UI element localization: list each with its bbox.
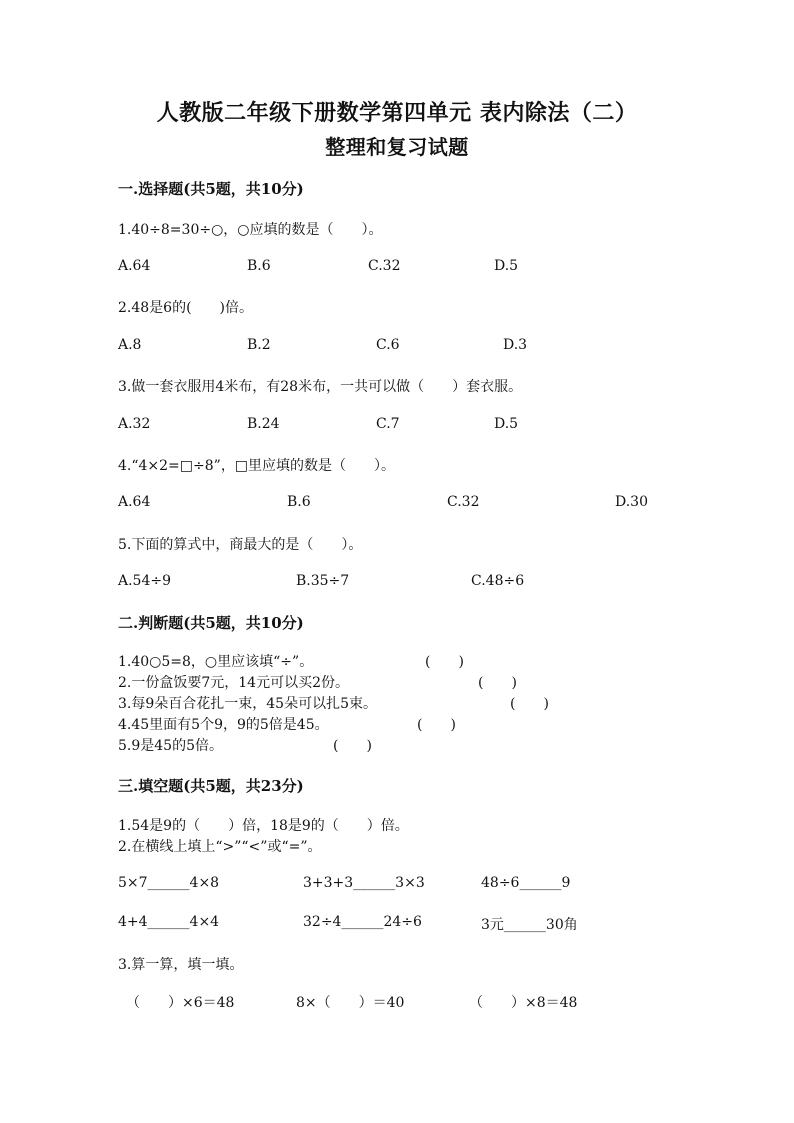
tf-answer-blank: ( )	[417, 717, 456, 733]
tf-item-3: 3.每9朵百合花扎一束，45朵可以扎5束。	[118, 696, 377, 712]
mc-question-4: 4.“4×2=□÷8”，□里应填的数是（ ）。	[118, 458, 396, 474]
calc-item: （ ）×6＝48	[126, 995, 235, 1011]
mc-option: B.24	[247, 416, 280, 432]
fill-question-2: 2.在横线上填上“>”“<”或“=”。	[118, 839, 322, 855]
mc-option: D.30	[615, 494, 648, 510]
mc-option: C.7	[376, 416, 400, 432]
mc-option: B.6	[287, 494, 311, 510]
tf-answer-blank: ( )	[333, 738, 372, 754]
compare-item: 3+3+3______3×3	[303, 875, 425, 891]
mc-option: C.6	[376, 337, 400, 353]
calc-item: （ ）×8＝48	[469, 995, 578, 1011]
mc-option: B.35÷7	[296, 573, 350, 589]
page-subtitle: 整理和复习试题	[325, 135, 469, 159]
mc-option: D.3	[503, 337, 528, 353]
mc-option: D.5	[494, 258, 519, 274]
mc-option: B.6	[247, 258, 271, 274]
mc-option: A.32	[118, 416, 151, 432]
mc-question-3: 3.做一套衣服用4米布，有28米布，一共可以做（ ）套衣服。	[118, 379, 523, 395]
fill-question-1: 1.54是9的（ ）倍，18是9的（ ）倍。	[118, 818, 409, 834]
mc-option: C.32	[368, 258, 401, 274]
tf-item-1: 1.40○5=8，○里应该填“÷”。	[118, 654, 314, 670]
tf-item-5: 5.9是45的5倍。	[118, 738, 223, 754]
compare-item: 4+4______4×4	[118, 914, 220, 930]
compare-item: 32÷4______24÷6	[303, 914, 422, 930]
section-heading-fill-in: 三.填空题(共5题，共23分)	[118, 777, 304, 795]
compare-item: 5×7______4×8	[118, 875, 220, 891]
mc-question-5: 5.下面的算式中，商最大的是（ ）。	[118, 537, 363, 553]
mc-option: A.64	[118, 494, 151, 510]
tf-answer-blank: ( )	[425, 654, 464, 670]
mc-option: B.2	[247, 337, 271, 353]
mc-option: A.8	[118, 337, 142, 353]
mc-option: A.64	[118, 258, 151, 274]
mc-option: C.48÷6	[471, 573, 525, 589]
mc-option: C.32	[447, 494, 480, 510]
compare-item: 3元______30角	[481, 917, 578, 933]
section-heading-true-false: 二.判断题(共5题，共10分)	[118, 614, 304, 632]
mc-option: A.54÷9	[118, 573, 172, 589]
fill-question-3: 3.算一算，填一填。	[118, 957, 244, 973]
tf-answer-blank: ( )	[478, 675, 517, 691]
section-heading-multiple-choice: 一.选择题(共5题，共10分)	[118, 180, 304, 198]
mc-question-1: 1.40÷8=30÷○，○应填的数是（ ）。	[118, 222, 383, 238]
compare-item: 48÷6______9	[481, 875, 571, 891]
mc-question-2: 2.48是6的( )倍。	[118, 300, 254, 316]
tf-item-4: 4.45里面有5个9，9的5倍是45。	[118, 717, 329, 733]
page-title: 人教版二年级下册数学第四单元 表内除法（二）	[156, 100, 638, 126]
tf-item-2: 2.一份盒饭要7元，14元可以买2份。	[118, 675, 349, 691]
tf-answer-blank: ( )	[510, 696, 549, 712]
calc-item: 8×（ ）＝40	[296, 995, 405, 1011]
mc-option: D.5	[494, 416, 519, 432]
